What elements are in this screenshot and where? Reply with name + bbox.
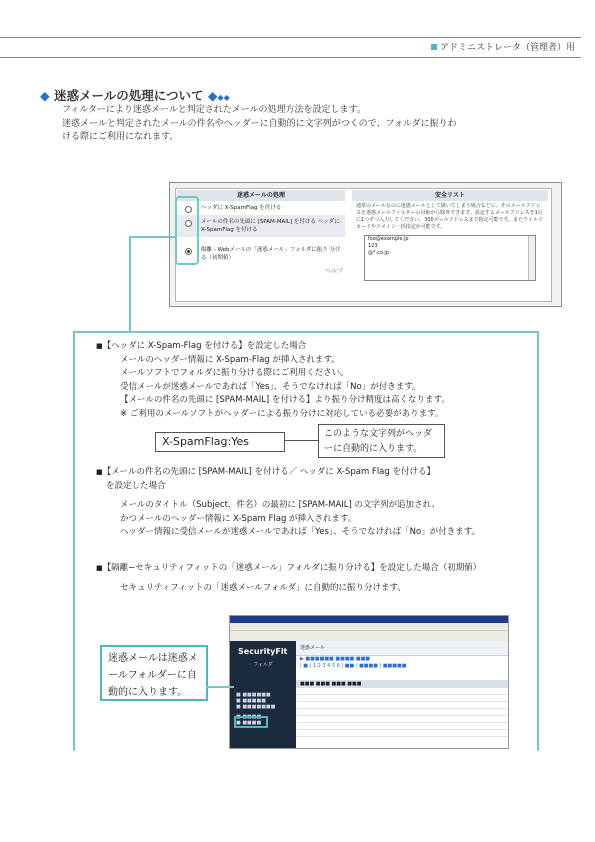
webmail-screenshot <box>229 615 509 749</box>
square-icon: ■ <box>96 342 103 350</box>
safe-list-description: 通常のメールなのに迷惑メールとして扱いてしまう場合などに、そのメールアドレスを迷惑メールフィルターの対象から除外できます。設定するメールアドレスを1行に1つずつ入力してください。300メールアドレスまで指定可能です。またワイルドカードやドメイン一括指定が可能です。 <box>356 203 543 230</box>
connector-line <box>284 440 319 441</box>
table-row[interactable] <box>296 723 508 730</box>
scrollbar[interactable] <box>528 236 535 280</box>
table-row[interactable] <box>296 716 508 723</box>
safe-list-panel <box>352 190 548 298</box>
sidebar-folder-label: フォルダ <box>253 662 273 668</box>
title-bar <box>230 616 508 623</box>
square-icon <box>431 44 437 50</box>
table-row[interactable] <box>296 709 508 716</box>
option-quarantine[interactable]: 隔離 - Webメールの「迷惑メール」フォルダに振り 分ける（初期値） <box>177 243 345 265</box>
square-icon: ■ <box>96 564 103 572</box>
link-row[interactable]: ▶ ■■■■■■ ■■■■ ■■■ <box>300 656 371 662</box>
table-row[interactable] <box>296 695 508 702</box>
menu-bar <box>230 623 508 631</box>
connector-line <box>73 331 75 751</box>
table-row[interactable] <box>296 730 508 737</box>
callout-spam-folder: 迷惑メールは迷惑メールフォルダーに自動的に入ります。 <box>100 645 208 701</box>
webmail-main <box>296 641 508 748</box>
link-row[interactable]: | ■ | 1 2 3 4 5 6 | ■■ | ■■■■ | ■■■■■ <box>300 663 407 669</box>
table-row[interactable] <box>296 688 508 695</box>
radio-highlight <box>175 196 199 265</box>
spam-folder-highlight <box>234 716 268 728</box>
diamond-icon: ◆◆ <box>217 93 230 102</box>
xspamflag-example: X-SpamFlag:Yes <box>155 432 285 452</box>
folder-item[interactable]: ■ ■■■■■■■ <box>236 704 276 710</box>
logo: SecurityFit <box>238 647 288 656</box>
table-row[interactable] <box>296 702 508 709</box>
diamond-icon: ◆ <box>40 88 50 103</box>
connector-line <box>537 331 539 751</box>
section-title: ◆ 迷惑メールの処理について ◆◆◆ <box>40 88 230 103</box>
safe-list-textarea[interactable]: foo@example.jp 123 @*.co.jp <box>364 235 536 281</box>
connector-line <box>129 236 131 333</box>
panel-header: 迷惑メールの処理 <box>177 190 345 201</box>
block-header-flag: ■【ヘッダに X-Spam-Flag を付ける】を設定した場合 メールのヘッダー情報に X-Spam-Flag が挿入されます。 メールソフトでフォルダに振り分ける際にご利用ください。 受信メールが迷惑メールであれば「Yes」、そうでなければ「No」が付きます。 【メールの件名の先頭に [SPAM-MAIL] を付ける】より振り分け精度は高くなります。 ※ ご利用のメールソフトがヘッダーによる振り分けに対応している必要があります。 <box>96 341 450 419</box>
block-subject-flag: ■【メールの件名の先頭に [SPAM-MAIL] を付ける／ ヘッダに X-Spam Flag を付ける】 を設定した場合 メールのタイトル（Subject、件名）の最初に [SPAM-MAIL] の文字列が追加され、 かつメールのヘッダー情報に X-Spam Flag が挿入されます。 ヘッダー情報に受信メールが迷惑メールであれば「Yes」、そうでなければ「No」が付きます。 <box>96 467 481 537</box>
folder-item[interactable]: ■ ■■■■ <box>236 720 262 726</box>
connector-line <box>206 686 234 688</box>
square-icon: ■ <box>96 468 103 476</box>
settings-screenshot <box>169 182 562 307</box>
folder-item[interactable]: ■ ■■■■■ <box>236 698 266 704</box>
panel-header: 安全リスト <box>352 190 548 201</box>
folder-title: 迷惑メール <box>296 641 508 656</box>
connector-line <box>73 331 539 333</box>
spam-handling-panel <box>177 190 345 298</box>
option-subject-tag[interactable]: メールの件名の先頭に [SPAM-MAIL] を付ける ヘッダに X-SpamFlag を付ける <box>177 215 345 237</box>
connector-line <box>129 236 177 238</box>
header-label: アドミニストレータ（管理者）用 <box>431 40 575 53</box>
option-xspamflag[interactable]: ヘッダに X-SpamFlag を付ける <box>177 201 345 215</box>
message-table-header: ■■■ ■■■ ■■■ ■■■ <box>296 680 508 688</box>
intro-text: フィルターにより迷惑メールと判定されたメールの処理方法を設定します。 迷惑メールと判定されたメールの件名やヘッダーに自動的に文字列がつくので、フォルダに振りわ ける際にご利用になれます。 <box>62 105 457 142</box>
diamond-icon: ◆ <box>207 88 218 103</box>
folder-item-spam[interactable]: ■ ■■■■ <box>236 714 262 720</box>
callout-header: このような文字列がヘッダーに自動的に入ります。 <box>318 424 445 458</box>
webmail-sidebar <box>230 641 296 748</box>
block-quarantine: ■【隔離−セキュリティフィットの「迷惑メール」フォルダに振り分ける】を設定した場合（初期値） セキュリティフィットの「迷惑メールフォルダ」に自動的に振り分けます。 <box>96 563 482 593</box>
help-link[interactable]: ヘルプ <box>324 268 343 275</box>
folder-item[interactable]: ■ ■■■■■■ <box>236 692 271 698</box>
